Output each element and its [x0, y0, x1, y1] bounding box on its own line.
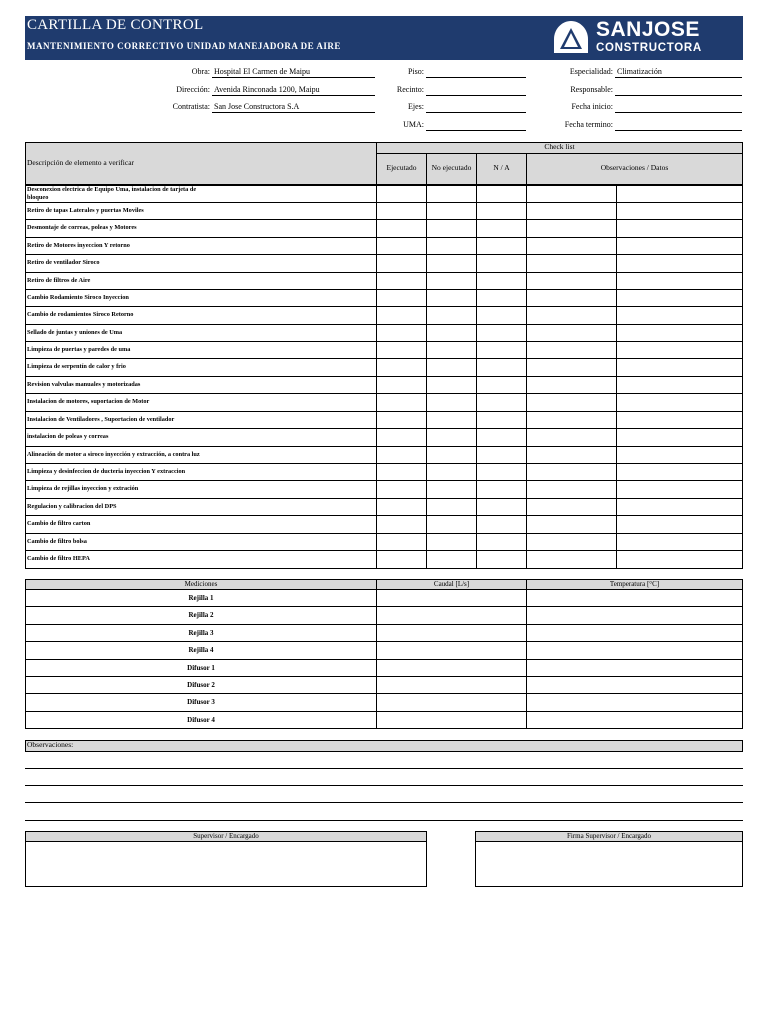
obs-cell[interactable]	[526, 498, 617, 516]
datos-cell[interactable]	[616, 185, 743, 203]
na-cell[interactable]	[476, 358, 527, 377]
no-ejecutado-cell[interactable]	[426, 498, 477, 516]
obs-cell[interactable]	[526, 289, 617, 307]
na-cell[interactable]	[476, 533, 527, 551]
checklist-item-label: Retiro de ventilador Siroco	[27, 259, 100, 266]
datos-cell[interactable]	[616, 393, 743, 412]
fecha-inicio-field[interactable]	[615, 101, 742, 113]
ejecutado-cell[interactable]	[376, 463, 427, 481]
observaciones-header	[25, 740, 743, 752]
ejecutado-cell[interactable]	[376, 202, 427, 220]
no-ejecutado-cell[interactable]	[426, 185, 477, 203]
ejecutado-cell[interactable]	[376, 446, 427, 464]
na-cell[interactable]	[476, 498, 527, 516]
company-logo	[552, 19, 742, 57]
obs-cell[interactable]	[526, 480, 617, 499]
ejecutado-cell[interactable]	[376, 480, 427, 499]
checklist-item-label: Sellado de juntas y uniones de Uma	[27, 329, 123, 336]
col-ejecutado: Ejecutado	[386, 163, 417, 172]
no-ejecutado-cell[interactable]	[426, 306, 477, 325]
contratista-label: Contratista:	[172, 102, 210, 111]
checklist-item-label: Limpieza y desinfeccion de ducteria inyeccion Y extraccion	[27, 468, 186, 475]
datos-cell[interactable]	[616, 306, 743, 325]
page-subtitle: MANTENIMIENTO CORRECTIVO UNIDAD MANEJADORA DE AIRE	[27, 41, 341, 51]
supervisor-label: Supervisor / Encargado	[193, 832, 259, 840]
ejecutado-cell[interactable]	[376, 289, 427, 307]
checklist-item-label: Instalacion de motores, suportacion de Motor	[27, 398, 150, 405]
no-ejecutado-cell[interactable]	[426, 358, 477, 377]
no-ejecutado-cell[interactable]	[426, 393, 477, 412]
fecha-termino-field[interactable]	[615, 119, 742, 131]
obs-cell[interactable]	[526, 446, 617, 464]
datos-cell[interactable]	[616, 515, 743, 534]
med-col-header: Mediciones	[184, 580, 218, 588]
observaciones-line[interactable]	[25, 785, 743, 786]
no-ejecutado-cell[interactable]	[426, 376, 477, 394]
ejecutado-cell[interactable]	[376, 237, 427, 255]
ejecutado-cell[interactable]	[376, 515, 427, 534]
caudal-cell[interactable]	[376, 641, 527, 660]
na-cell[interactable]	[476, 515, 527, 534]
checklist-item-label: Instalacion de Ventiladores , Suportacion de ventilador	[27, 416, 175, 423]
checklist-item-label: Cambio de filtro carton	[27, 520, 91, 527]
caudal-cell[interactable]	[376, 589, 527, 607]
checklist-item-label: instalacion de poleas y correas	[27, 433, 109, 440]
observaciones-label: Observaciones:	[27, 740, 74, 749]
na-cell[interactable]	[476, 202, 527, 220]
col-na: N / A	[493, 163, 510, 172]
supervisor-field[interactable]	[25, 841, 427, 887]
ejecutado-cell[interactable]	[376, 306, 427, 325]
no-ejecutado-cell[interactable]	[426, 341, 477, 359]
ejecutado-cell[interactable]	[376, 411, 427, 429]
ejecutado-cell[interactable]	[376, 393, 427, 412]
ejecutado-cell[interactable]	[376, 254, 427, 273]
caudal-cell[interactable]	[376, 659, 527, 677]
direccion-field[interactable]: Avenida Rinconada 1200, Maipu	[212, 84, 375, 96]
observaciones-line[interactable]	[25, 768, 743, 769]
no-ejecutado-cell[interactable]	[426, 219, 477, 238]
no-ejecutado-cell[interactable]	[426, 428, 477, 447]
datos-cell[interactable]	[616, 254, 743, 273]
no-ejecutado-cell[interactable]	[426, 463, 477, 481]
temp-col-header: Temperatura [°C]	[609, 580, 660, 588]
logo-brand: SANJOSE	[596, 18, 700, 41]
checklist-item-label: Limpieza de rejillas inyeccion y extración	[27, 485, 139, 492]
contratista-field[interactable]: San Jose Constructora S.A	[212, 101, 375, 113]
ejes-label: Ejes:	[408, 102, 424, 111]
na-cell[interactable]	[476, 341, 527, 359]
obs-cell[interactable]	[526, 324, 617, 342]
firma-field[interactable]	[475, 841, 743, 887]
no-ejecutado-cell[interactable]	[426, 550, 477, 569]
datos-cell[interactable]	[616, 480, 743, 499]
no-ejecutado-cell[interactable]	[426, 411, 477, 429]
no-ejecutado-cell[interactable]	[426, 446, 477, 464]
obs-cell[interactable]	[526, 254, 617, 273]
medicion-label: Rejilla 1	[188, 594, 214, 602]
especialidad-label: Especialidad:	[569, 67, 613, 76]
observaciones-line[interactable]	[25, 802, 743, 803]
ejecutado-cell[interactable]	[376, 533, 427, 551]
especialidad-field[interactable]: Climatización	[615, 66, 742, 78]
checklist-item-label: Retiro de filtros de Aire	[27, 277, 91, 284]
ejecutado-cell[interactable]	[376, 324, 427, 342]
no-ejecutado-cell[interactable]	[426, 254, 477, 273]
checklist-item-label: Desconexion electrica de Equipo Uma, instalacion de tarjeta de bloqueo	[27, 186, 197, 201]
checklist-item-label: Cambio de filtro HEPA	[27, 555, 90, 562]
uma-label: UMA:	[403, 120, 424, 129]
datos-cell[interactable]	[616, 289, 743, 307]
responsable-label: Responsable:	[570, 85, 613, 94]
obs-cell[interactable]	[526, 515, 617, 534]
recinto-label: Recinto:	[396, 85, 424, 94]
obs-cell[interactable]	[526, 185, 617, 203]
obs-cell[interactable]	[526, 393, 617, 412]
na-cell[interactable]	[476, 428, 527, 447]
medicion-label: Rejilla 2	[188, 611, 214, 619]
datos-cell[interactable]	[616, 533, 743, 551]
datos-cell[interactable]	[616, 446, 743, 464]
temperatura-cell[interactable]	[526, 659, 743, 677]
col-obs: Observaciones / Datos	[600, 163, 669, 172]
obs-cell[interactable]	[526, 237, 617, 255]
ejecutado-cell[interactable]	[376, 428, 427, 447]
checklist-item-label: Limpieza de puertas y paredes de uma	[27, 346, 131, 353]
obs-cell[interactable]	[526, 306, 617, 325]
temperatura-cell[interactable]	[526, 589, 743, 607]
checklist-item-label: Retiro de tapas Laterales y puertas Moviles	[27, 207, 144, 214]
na-cell[interactable]	[476, 272, 527, 290]
no-ejecutado-cell[interactable]	[426, 324, 477, 342]
datos-cell[interactable]	[616, 428, 743, 447]
datos-cell[interactable]	[616, 272, 743, 290]
obs-cell[interactable]	[526, 376, 617, 394]
checklist-item-label: Desmontaje de correas, poleas y Motores	[27, 224, 137, 231]
caudal-cell[interactable]	[376, 676, 527, 694]
uma-field[interactable]	[426, 119, 526, 131]
obs-cell[interactable]	[526, 341, 617, 359]
na-cell[interactable]	[476, 306, 527, 325]
ejecutado-cell[interactable]	[376, 185, 427, 203]
no-ejecutado-cell[interactable]	[426, 237, 477, 255]
no-ejecutado-cell[interactable]	[426, 289, 477, 307]
logo-mark-icon	[552, 19, 590, 57]
temperatura-cell[interactable]	[526, 624, 743, 642]
col-no-ejecutado: No ejecutado	[431, 163, 472, 172]
medicion-label: Difusor 4	[187, 716, 215, 724]
obs-cell[interactable]	[526, 411, 617, 429]
fecha-termino-label: Fecha termino:	[564, 120, 613, 129]
firma-label: Firma Supervisor / Encargado	[566, 832, 652, 840]
obs-cell[interactable]	[526, 202, 617, 220]
observaciones-line[interactable]	[25, 820, 743, 821]
no-ejecutado-cell[interactable]	[426, 202, 477, 220]
checklist-item-label: Cambio de rodamientos Siroco Retorno	[27, 311, 134, 318]
datos-cell[interactable]	[616, 376, 743, 394]
piso-field[interactable]	[426, 66, 526, 78]
na-cell[interactable]	[476, 550, 527, 569]
medicion-label: Rejilla 4	[188, 646, 214, 654]
datos-cell[interactable]	[616, 411, 743, 429]
recinto-field[interactable]	[426, 84, 526, 96]
temperatura-cell[interactable]	[526, 711, 743, 729]
checklist-item-label: Retiro de Motores inyeccion Y retorno	[27, 242, 130, 249]
medicion-label: Rejilla 3	[188, 629, 214, 637]
datos-cell[interactable]	[616, 341, 743, 359]
temperatura-cell[interactable]	[526, 606, 743, 625]
datos-cell[interactable]	[616, 463, 743, 481]
checklist-title: Check list	[544, 142, 575, 151]
obs-cell[interactable]	[526, 272, 617, 290]
checklist-item-label: Cambio Rodamiento Siroco Inyeccion	[27, 294, 129, 301]
ejecutado-cell[interactable]	[376, 219, 427, 238]
obra-field[interactable]: Hospital El Carmen de Maipu	[212, 66, 375, 78]
ejecutado-cell[interactable]	[376, 498, 427, 516]
checklist-item-label: Cambio de filtro bolsa	[27, 538, 87, 545]
obs-cell[interactable]	[526, 358, 617, 377]
responsable-field[interactable]	[615, 84, 742, 96]
datos-cell[interactable]	[616, 498, 743, 516]
obra-label: Obra:	[191, 67, 210, 76]
na-cell[interactable]	[476, 480, 527, 499]
logo-sub: CONSTRUCTORA	[596, 42, 702, 54]
no-ejecutado-cell[interactable]	[426, 272, 477, 290]
caudal-cell[interactable]	[376, 693, 527, 712]
ejecutado-cell[interactable]	[376, 341, 427, 359]
datos-cell[interactable]	[616, 324, 743, 342]
na-cell[interactable]	[476, 393, 527, 412]
no-ejecutado-cell[interactable]	[426, 480, 477, 499]
caudal-cell[interactable]	[376, 606, 527, 625]
no-ejecutado-cell[interactable]	[426, 533, 477, 551]
datos-cell[interactable]	[616, 237, 743, 255]
datos-cell[interactable]	[616, 550, 743, 569]
temperatura-cell[interactable]	[526, 641, 743, 660]
obs-cell[interactable]	[526, 550, 617, 569]
temperatura-cell[interactable]	[526, 676, 743, 694]
na-cell[interactable]	[476, 289, 527, 307]
na-cell[interactable]	[476, 446, 527, 464]
page-title: CARTILLA DE CONTROL	[27, 17, 204, 33]
obs-cell[interactable]	[526, 219, 617, 238]
direccion-label: Dirección:	[176, 85, 210, 94]
checklist-item-label: Revision valvulas manuales y motorizadas	[27, 381, 141, 388]
ejecutado-cell[interactable]	[376, 376, 427, 394]
caudal-cell[interactable]	[376, 711, 527, 729]
medicion-label: Difusor 1	[187, 664, 215, 672]
na-cell[interactable]	[476, 463, 527, 481]
checklist-item-label: Limpieza de serpentín de calor y frio	[27, 363, 126, 370]
caudal-col-header: Caudal [L/s]	[433, 580, 470, 588]
medicion-label: Difusor 3	[187, 698, 215, 706]
desc-header: Descripción de elemento a verificar	[27, 158, 135, 167]
datos-cell[interactable]	[616, 202, 743, 220]
fecha-inicio-label: Fecha inicio:	[571, 102, 613, 111]
na-cell[interactable]	[476, 219, 527, 238]
checklist-item-label: Alineación de motor a siroco inyección y extracción, a contra luz	[27, 451, 200, 458]
na-cell[interactable]	[476, 324, 527, 342]
na-cell[interactable]	[476, 185, 527, 203]
piso-label: Piso:	[407, 67, 424, 76]
checklist-item-label: Regulacion y calibracion del DPS	[27, 503, 117, 510]
na-cell[interactable]	[476, 254, 527, 273]
na-cell[interactable]	[476, 376, 527, 394]
na-cell[interactable]	[476, 237, 527, 255]
datos-cell[interactable]	[616, 219, 743, 238]
ejecutado-cell[interactable]	[376, 358, 427, 377]
ejecutado-cell[interactable]	[376, 550, 427, 569]
obs-cell[interactable]	[526, 463, 617, 481]
na-cell[interactable]	[476, 411, 527, 429]
header-band	[25, 16, 743, 60]
obs-cell[interactable]	[526, 533, 617, 551]
ejes-field[interactable]	[426, 101, 526, 113]
no-ejecutado-cell[interactable]	[426, 515, 477, 534]
datos-cell[interactable]	[616, 358, 743, 377]
caudal-cell[interactable]	[376, 624, 527, 642]
obs-cell[interactable]	[526, 428, 617, 447]
ejecutado-cell[interactable]	[376, 272, 427, 290]
medicion-label: Difusor 2	[187, 681, 215, 689]
temperatura-cell[interactable]	[526, 693, 743, 712]
